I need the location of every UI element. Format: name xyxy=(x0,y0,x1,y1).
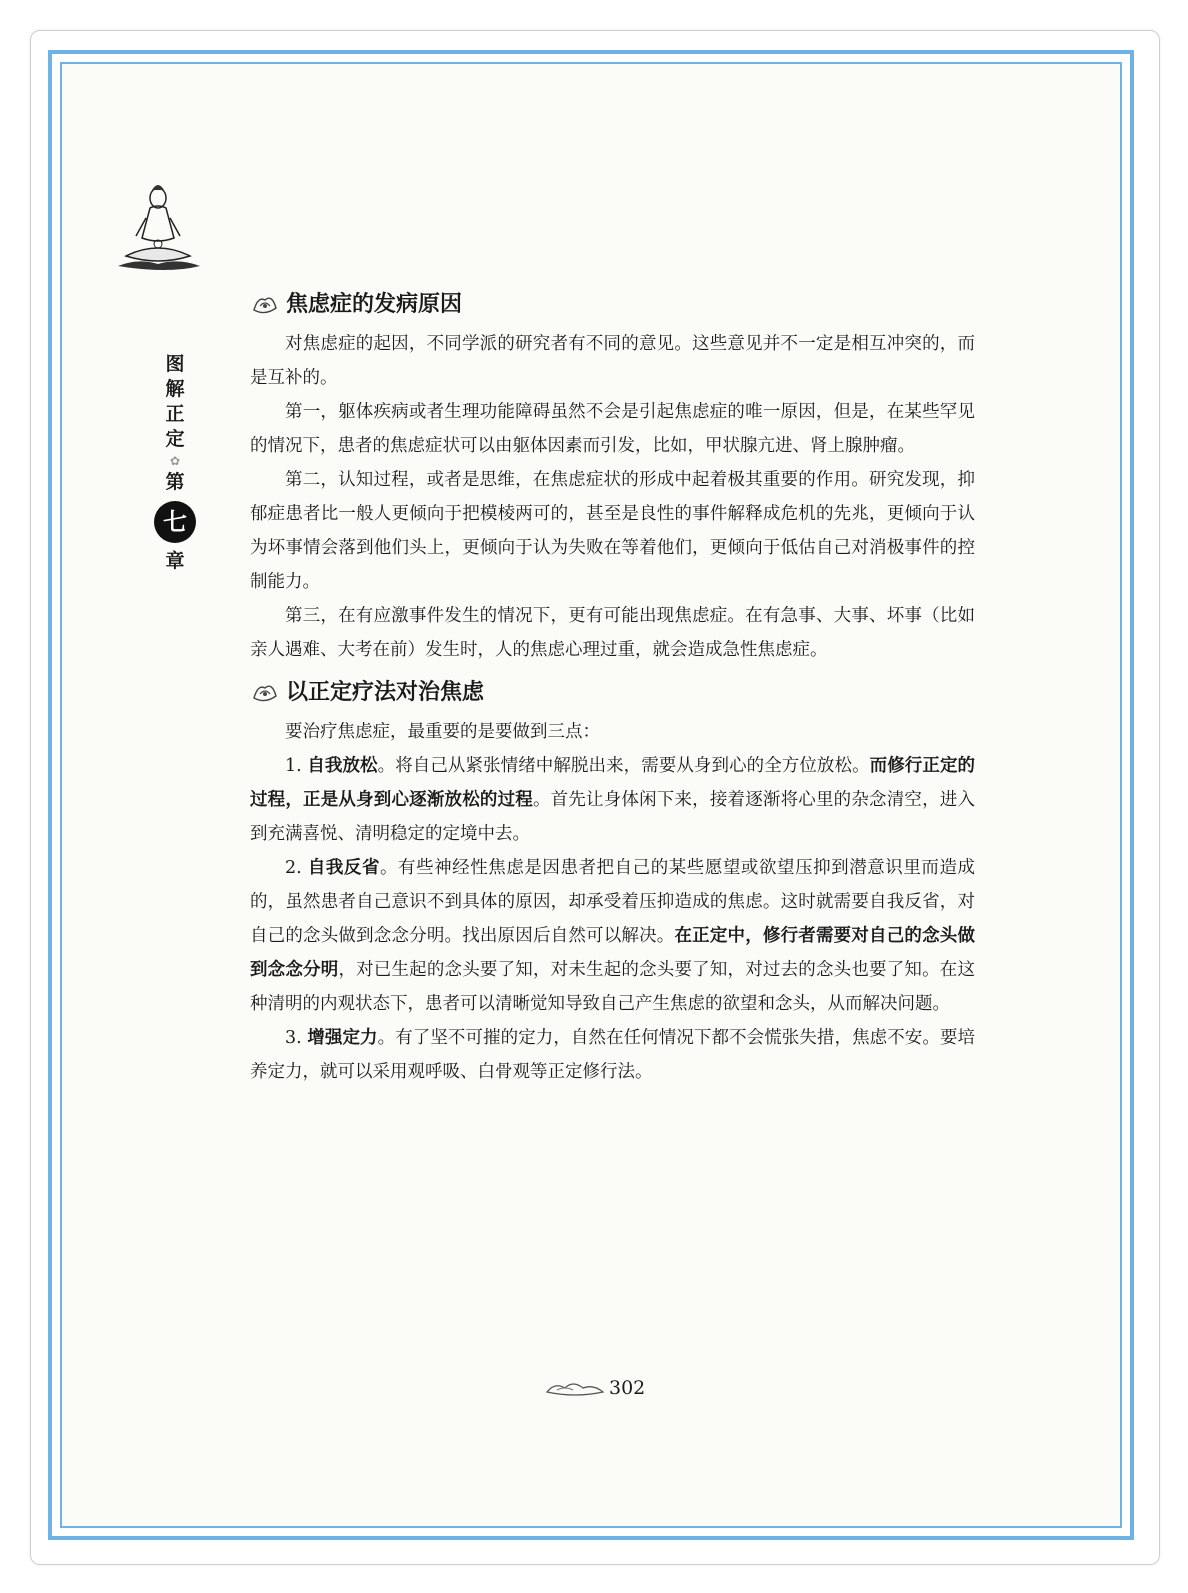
item-text: ，对已生起的念头要了知，对未生起的念头要了知，对过去的念头也要了知。在这种清明的内观状态下，患者可以清晰觉知导致自己产生焦虑的欲望和念头，从而解决问题。 xyxy=(250,960,975,1014)
paragraph: 要治疗焦虑症，最重要的是要做到三点： xyxy=(285,722,600,742)
main-content xyxy=(250,285,975,1089)
item-text: 。首先让身体闲下来，接着逐渐将心里的杂念清空，进入到充满喜悦、清明稳定的定境中去。 xyxy=(250,790,975,844)
item-text: 。有了坚不可摧的定力，自然在任何情况下都不会慌张失措，焦虑不安。要培养定力，就可以采用观呼吸、白骨观等正定修行法。 xyxy=(250,1028,976,1082)
list-item xyxy=(250,749,975,851)
paragraph: 第一，躯体疾病或者生理功能障碍虽然不会是引起焦虑症的唯一原因，但是，在某些罕见的情况下，患者的焦虑症状可以由躯体因素而引发，比如，甲状腺亢进、肾上腺肿瘤。 xyxy=(250,402,975,456)
list-item xyxy=(250,851,975,1021)
item-title: 自我放松 xyxy=(307,756,378,776)
item-emphasis: 而修行正定的过程，正是从身到心逐渐放松的过程 xyxy=(250,756,976,810)
item-text: 。将自己从紧张情绪中解脱出来，需要从身到心的全方位放松。 xyxy=(377,756,870,776)
page-number-footer xyxy=(545,1370,665,1406)
item-number: 1. xyxy=(285,756,308,776)
section-heading-text: 以正定疗法对治焦虑 xyxy=(286,679,485,705)
lotus-ornament-icon xyxy=(250,290,280,318)
section-heading-text: 焦虑症的发病原因 xyxy=(286,291,463,317)
section-heading xyxy=(250,673,975,711)
sidebar-char: 正 xyxy=(165,403,185,425)
sidebar-char: 解 xyxy=(165,378,185,400)
chapter-sidebar xyxy=(155,352,195,574)
cloud-ornament-icon xyxy=(545,1376,605,1400)
item-number: 2. xyxy=(285,858,308,878)
item-text: 。有些神经性焦虑是因患者把自己的某些愿望或欲望压抑到潜意识里而造成的，虽然患者自己意识不到具体的原因，却承受着压抑造成的焦虑。这时就需要自我反省，对自己的念头做到念念分明。找出原因后自然可以解决。 xyxy=(250,858,975,946)
chapter-number-badge xyxy=(154,501,196,543)
item-number: 3. xyxy=(285,1028,308,1048)
list-item xyxy=(250,1021,975,1089)
item-title: 自我反省 xyxy=(307,858,380,878)
buddha-illustration-icon xyxy=(108,178,208,278)
chapter-number: 七 xyxy=(163,507,187,536)
paragraph: 第三，在有应激事件发生的情况下，更有可能出现焦虑症。在有急事、大事、坏事（比如亲人遇难、大考在前）发生时，人的焦虑心理过重，就会造成急性焦虑症。 xyxy=(250,606,975,660)
sidebar-char: 定 xyxy=(165,428,185,450)
chapter-prefix: 第 xyxy=(165,471,185,493)
section-heading xyxy=(250,285,975,323)
chapter-suffix: 章 xyxy=(165,550,185,572)
page-number: 302 xyxy=(609,1377,646,1399)
sidebar-char: 图 xyxy=(165,353,185,375)
paragraph: 第二，认知过程，或者是思维，在焦虑症状的形成中起着极其重要的作用。研究发现，抑郁症患者比一般人更倾向于把模棱两可的，甚至是良性的事件解释成危机的先兆，更倾向于认为坏事情会落到他们头上，更倾向于认为失败在等着他们，更倾向于低估自己对消极事件的控制能力。 xyxy=(250,470,975,592)
item-emphasis: 在正定中，修行者需要对自己的念头做到念念分明 xyxy=(250,926,975,980)
sidebar-divider-icon: ✿ xyxy=(169,454,181,468)
item-title: 增强定力 xyxy=(307,1028,378,1048)
lotus-ornament-icon xyxy=(250,678,280,706)
paragraph: 对焦虑症的起因，不同学派的研究者有不同的意见。这些意见并不一定是相互冲突的，而是互补的。 xyxy=(250,334,975,388)
